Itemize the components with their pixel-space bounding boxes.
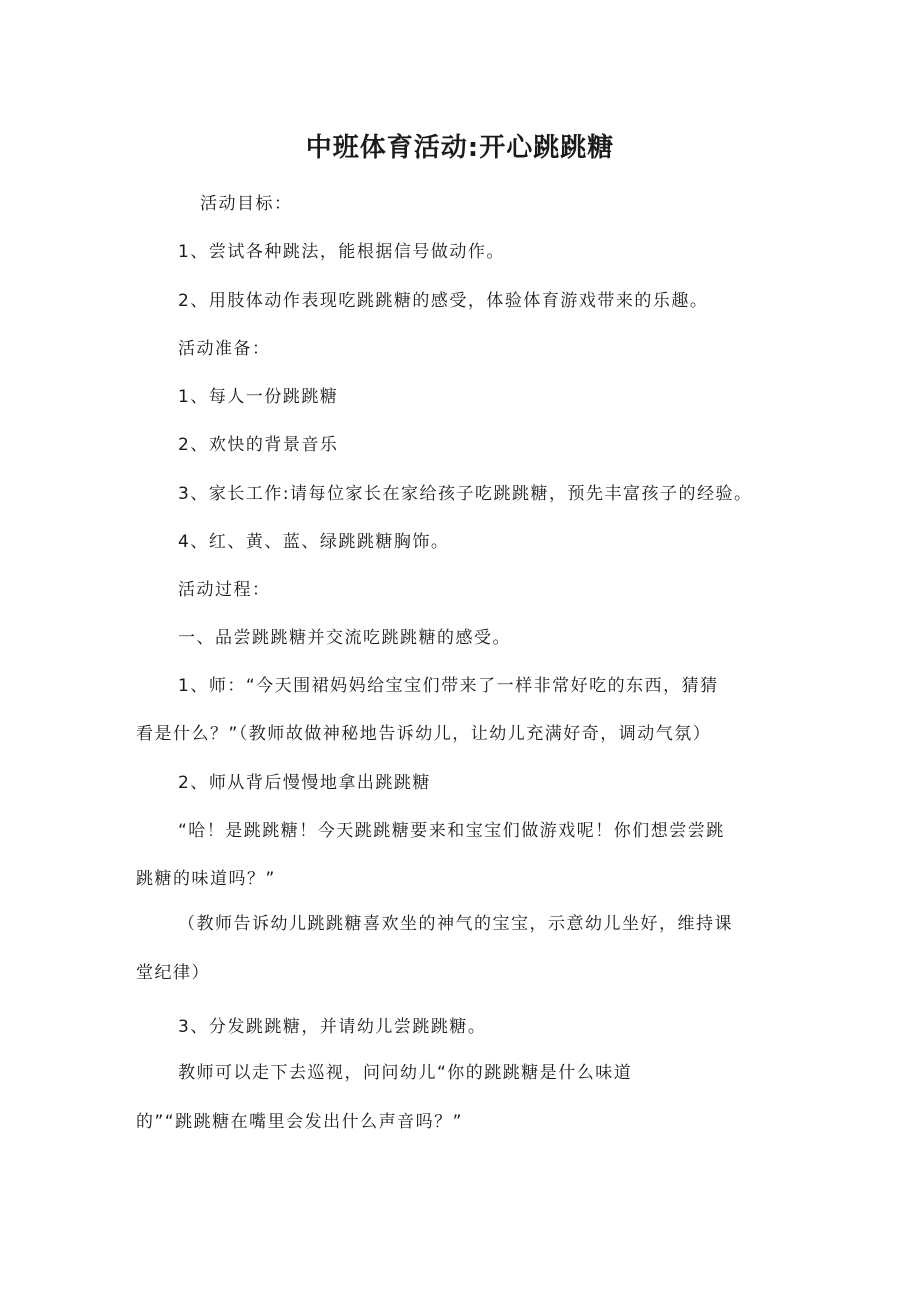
paragraph-line: （教师告诉幼儿跳跳糖喜欢坐的神气的宝宝，示意幼儿坐好，维持课 [178, 914, 733, 934]
paragraph-line: 堂纪律） [136, 963, 210, 983]
paragraph-line: 的”“跳跳糖在嘴里会发出什么声音吗？” [136, 1112, 463, 1132]
heading-goals: 活动目标： [200, 194, 293, 214]
paragraph-line: 教师可以走下去巡视，问问幼儿“你的跳跳糖是什么味道 [178, 1063, 633, 1083]
paragraph-line: 2、师从背后慢慢地拿出跳跳糖 [178, 773, 431, 793]
document-title: 中班体育活动:开心跳跳糖 [305, 133, 615, 163]
paragraph-line: “哈！是跳跳糖！今天跳跳糖要来和宝宝们做游戏呢！你们想尝尝跳 [178, 821, 725, 841]
heading-preparation: 活动准备： [178, 339, 271, 359]
paragraph-line: 1、尝试各种跳法，能根据信号做动作。 [178, 242, 505, 262]
paragraph-line: 一、品尝跳跳糖并交流吃跳跳糖的感受。 [178, 628, 511, 648]
paragraph-line: 2、欢快的背景音乐 [178, 435, 339, 455]
paragraph-line: 3、分发跳跳糖，并请幼儿尝跳跳糖。 [178, 1017, 487, 1037]
paragraph-line: 跳糖的味道吗？” [136, 869, 276, 889]
paragraph-line: 1、每人一份跳跳糖 [178, 387, 339, 407]
paragraph-line: 看是什么？”（教师故做神秘地告诉幼儿，让幼儿充满好奇，调动气氛） [136, 724, 712, 744]
heading-process: 活动过程： [178, 580, 271, 600]
paragraph-line: 2、用肢体动作表现吃跳跳糖的感受，体验体育游戏带来的乐趣。 [178, 291, 709, 311]
paragraph-line: 4、红、黄、蓝、绿跳跳糖胸饰。 [178, 532, 450, 552]
paragraph-line: 1、师：“今天围裙妈妈给宝宝们带来了一样非常好吃的东西，猜猜 [178, 676, 719, 696]
paragraph-line: 3、家长工作:请每位家长在家给孩子吃跳跳糖，预先丰富孩子的经验。 [178, 484, 753, 504]
